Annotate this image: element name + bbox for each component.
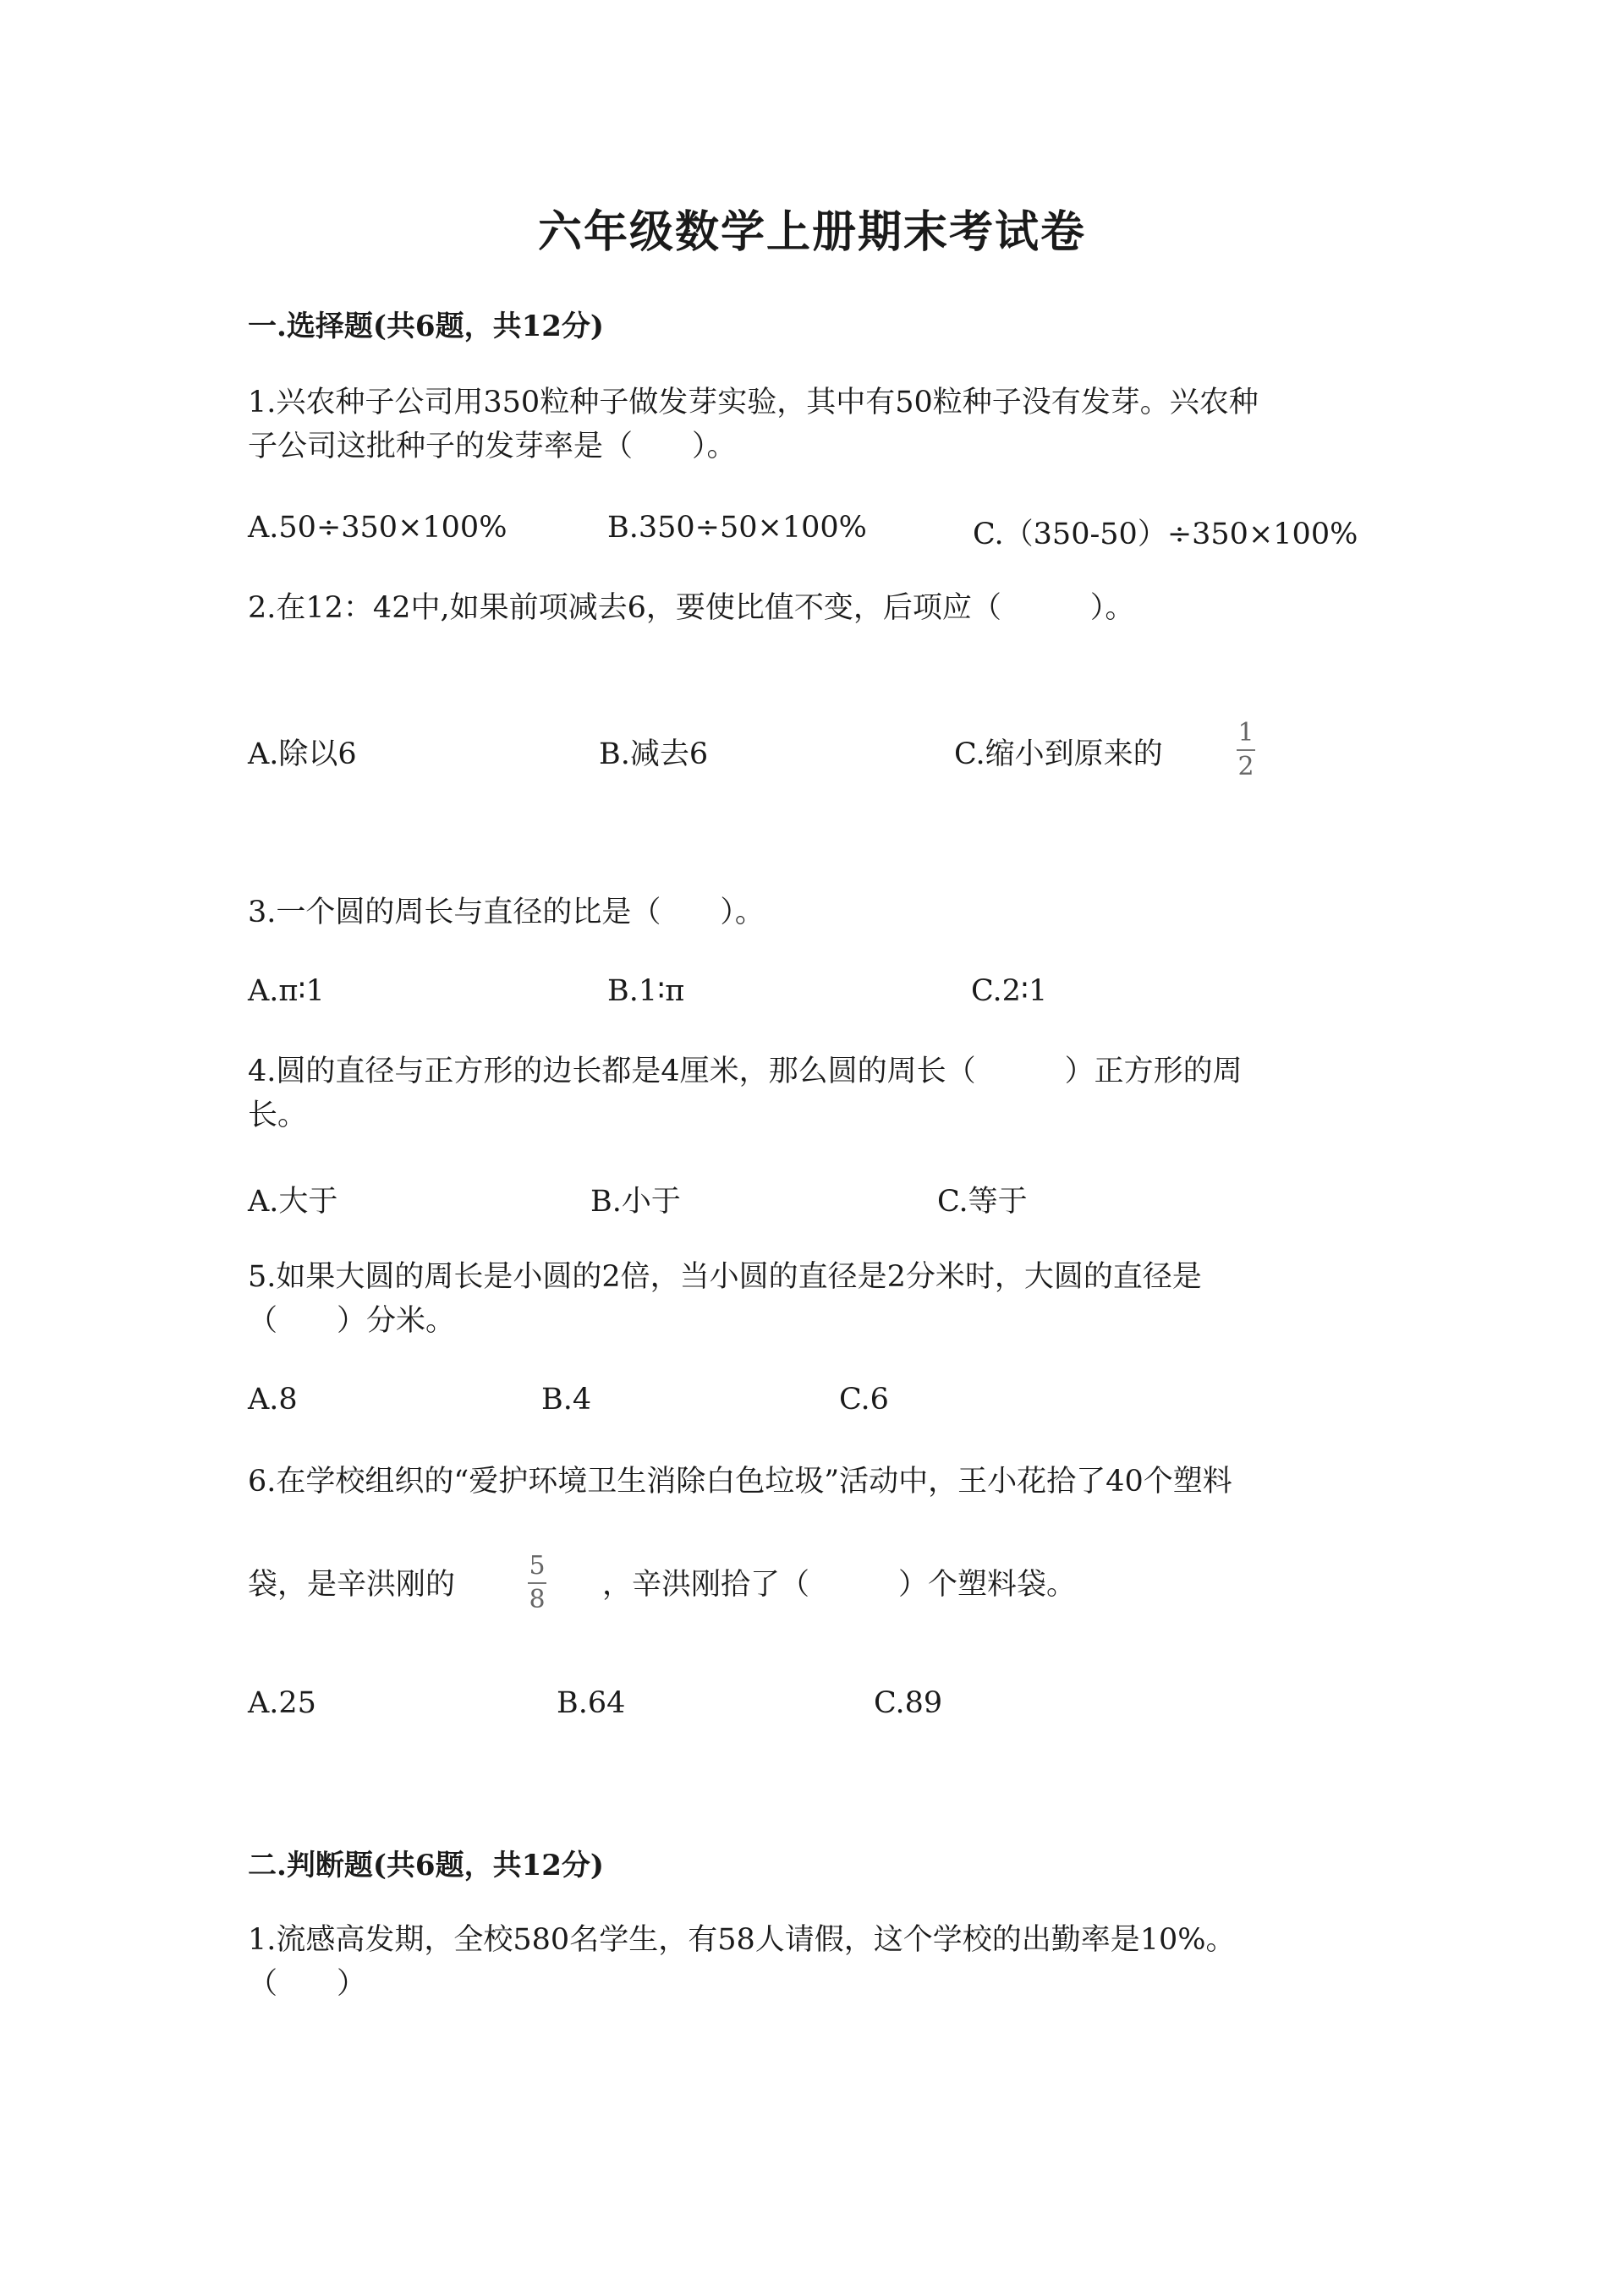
question-line: 长。 <box>248 1099 308 1132</box>
q6-option-b: B.64 <box>557 1686 626 1720</box>
section-heading-true-false: 二.判断题(共6题，共12分) <box>248 1849 604 1882</box>
question-1 <box>248 381 1259 469</box>
question-5 <box>248 1255 1202 1343</box>
question-6 <box>248 1460 1232 1504</box>
question-line: 子公司这批种子的发芽率是（ ）。 <box>248 430 737 463</box>
q3-option-a: A.π∶1 <box>248 974 325 1008</box>
q6-option-a: A.25 <box>248 1686 316 1720</box>
q2-option-c: C.缩小到原来的 <box>954 737 1163 771</box>
q5-option-a: A.8 <box>248 1383 298 1417</box>
question-6-line-2-end: ，辛洪刚拾了（ ）个塑料袋。 <box>602 1568 1077 1602</box>
fraction-denominator: 8 <box>529 1585 546 1614</box>
question-6-line-2-start: 袋，是辛洪刚的 <box>248 1568 456 1602</box>
q4-option-a: A.大于 <box>248 1185 338 1219</box>
tf-question-1 <box>248 1918 1236 2006</box>
question-line: 3.一个圆的周长与直径的比是（ ）。 <box>248 896 765 929</box>
q1-option-b: B.350÷50×100% <box>607 511 867 545</box>
fraction-numerator: 5 <box>529 1551 546 1581</box>
fraction-bar <box>528 1582 546 1584</box>
question-line: 1.流感高发期，全校580名学生，有58人请假，这个学校的出勤率是10%。 <box>248 1923 1236 1957</box>
q6-fraction <box>528 1553 546 1613</box>
q3-option-c: C.2∶1 <box>971 974 1048 1008</box>
q4-option-b: B.小于 <box>590 1185 681 1219</box>
q2-option-b: B.减去6 <box>599 737 709 771</box>
fraction-bar <box>1237 749 1255 751</box>
q1-option-c: C.（350-50）÷350×100% <box>973 518 1358 551</box>
question-line: 6.在学校组织的“爱护环境卫生消除白色垃圾”活动中，王小花拾了40个塑料 <box>248 1465 1232 1499</box>
q2-option-a: A.除以6 <box>248 737 357 771</box>
q2-fraction <box>1237 718 1255 781</box>
question-2 <box>248 586 1134 630</box>
q5-option-c: C.6 <box>839 1383 889 1417</box>
question-line: （ ）分米。 <box>248 1304 456 1338</box>
question-line: 4.圆的直径与正方形的边长都是4厘米，那么圆的周长（ ）正方形的周 <box>248 1055 1243 1088</box>
section-heading-choice: 一.选择题(共6题，共12分) <box>248 310 604 343</box>
fraction-denominator: 2 <box>1237 752 1254 781</box>
question-line: 1.兴农种子公司用350粒种子做发芽实验，其中有50粒种子没有发芽。兴农种 <box>248 386 1259 419</box>
q3-option-b: B.1∶π <box>607 974 685 1008</box>
q4-option-c: C.等于 <box>937 1185 1028 1219</box>
q5-option-b: B.4 <box>541 1383 592 1417</box>
q1-option-a: A.50÷350×100% <box>248 511 508 545</box>
q6-option-c: C.89 <box>874 1686 943 1720</box>
fraction-numerator: 1 <box>1237 718 1254 748</box>
page-title: 六年级数学上册期末考试卷 <box>537 206 1086 258</box>
question-4 <box>248 1049 1243 1137</box>
question-line: 5.如果大圆的周长是小圆的2倍，当小圆的直径是2分米时，大圆的直径是 <box>248 1260 1202 1294</box>
question-line: （ ） <box>248 1967 367 2001</box>
question-3 <box>248 890 765 934</box>
question-line: 2.在12：42中,如果前项减去6，要使比值不变，后项应（ ）。 <box>248 591 1135 625</box>
